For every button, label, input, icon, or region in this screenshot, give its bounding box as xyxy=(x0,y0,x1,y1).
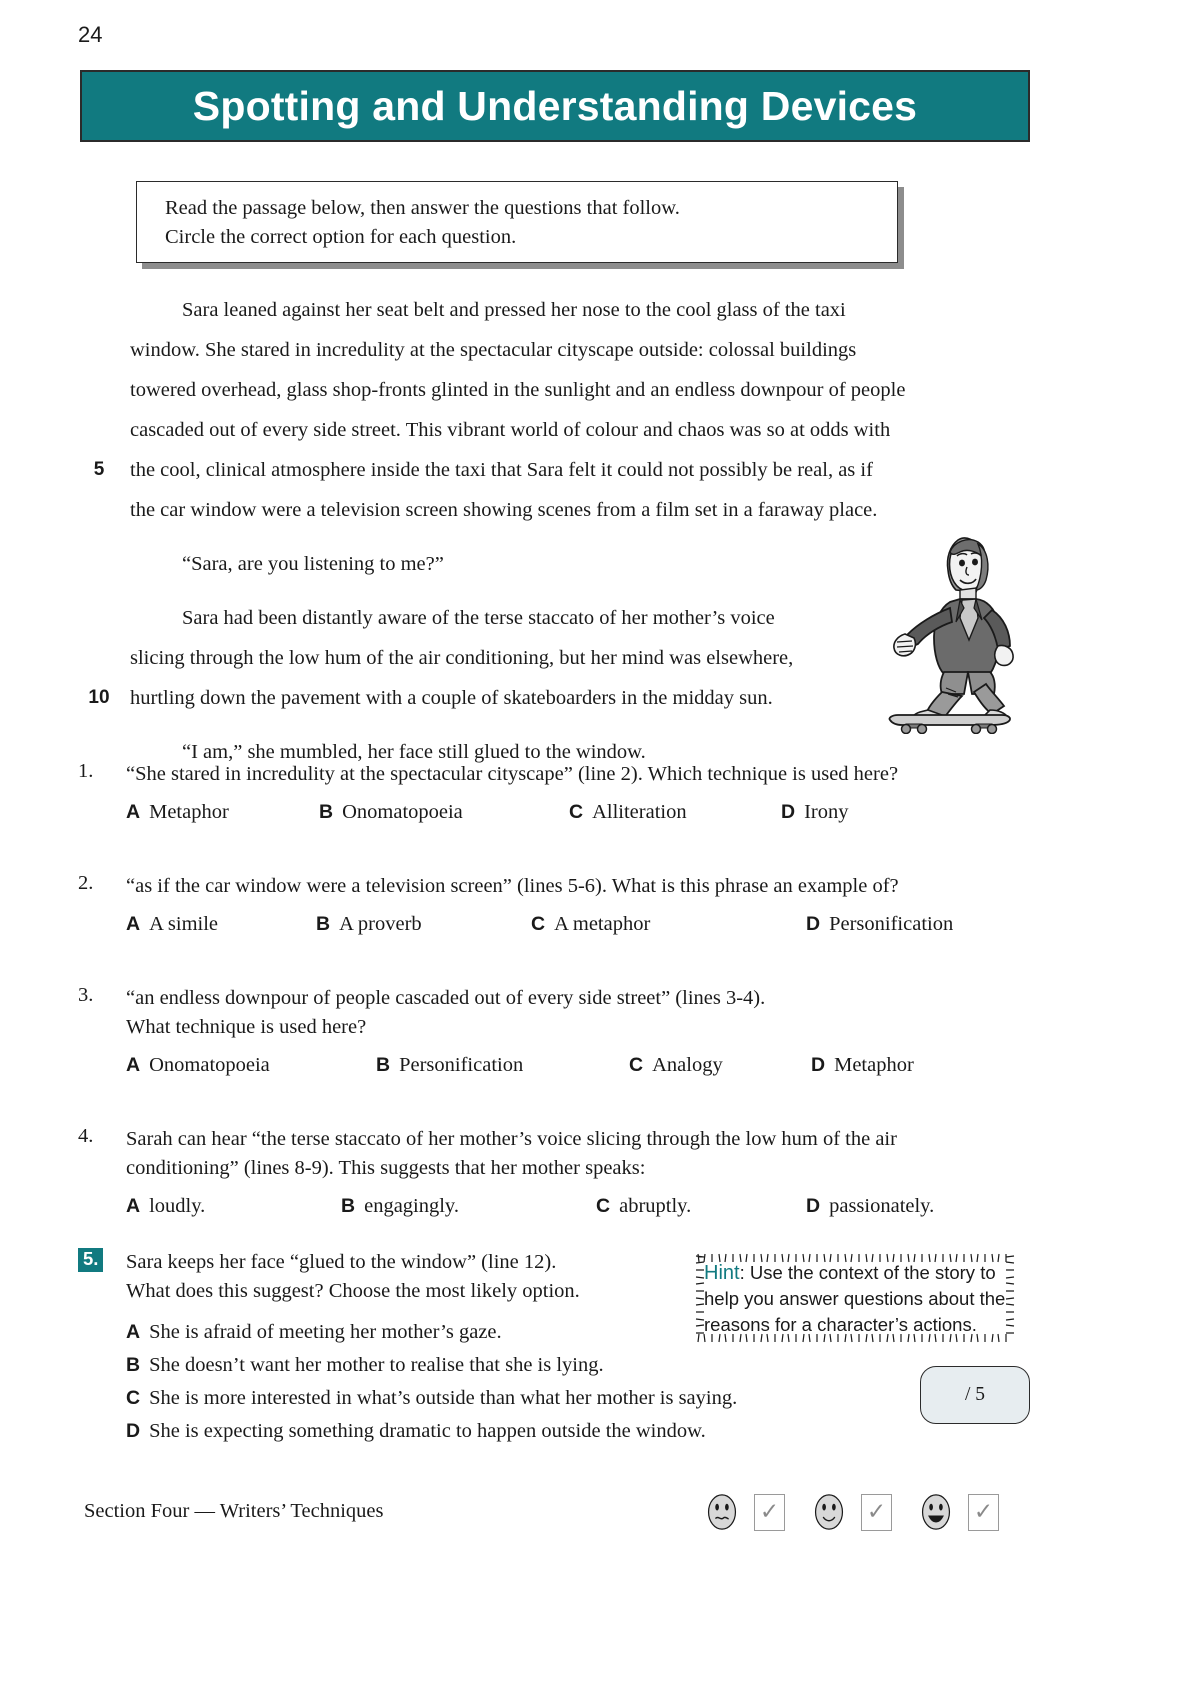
option-text: She is afraid of meeting her mother’s gaze. xyxy=(149,1321,502,1343)
option-letter: D xyxy=(806,913,821,935)
hint-label: Hint xyxy=(704,1262,740,1284)
option-text: Onomatopoeia xyxy=(149,1054,270,1076)
option-letter: A xyxy=(126,1054,141,1076)
score-value: / 5 xyxy=(964,1384,986,1405)
passage-line-text: “Sara, are you listening to me?” xyxy=(182,553,444,575)
option-letter: D xyxy=(126,1420,141,1442)
question-stem-line: “as if the car window were a television screen” (lines 5-6). What is this phrase an example of? xyxy=(126,875,899,897)
option-letter: A xyxy=(126,801,141,823)
option-text: Irony xyxy=(804,801,849,823)
passage-line-number: 10 xyxy=(88,687,110,708)
question-number-badge: 5. xyxy=(78,1248,103,1272)
score-box[interactable] xyxy=(920,1366,1030,1424)
question-stem xyxy=(126,872,1078,901)
question-number: 3. xyxy=(78,984,94,1006)
page-title: Spotting and Understanding Devices xyxy=(192,82,918,129)
question-stem-line: “an endless downpour of people cascaded out of every side street” (lines 3-4). xyxy=(126,987,766,1009)
option-text: She doesn’t want her mother to realise that she is lying. xyxy=(149,1354,604,1376)
question-2 xyxy=(78,872,1078,936)
option-text: Personification xyxy=(829,913,954,935)
question-stem xyxy=(126,984,1078,1042)
question-options xyxy=(126,1195,1078,1218)
question-stem-line: What technique is used here? xyxy=(126,1016,367,1038)
option-d[interactable] xyxy=(806,913,953,936)
passage-line-text: slicing through the low hum of the air conditioning, but her mind was elsewhere, xyxy=(130,647,794,669)
option-a[interactable] xyxy=(126,913,316,936)
option-b[interactable] xyxy=(376,1054,629,1077)
option-text: loudly. xyxy=(149,1195,206,1217)
footer-section-label: Section Four — Writers’ Techniques xyxy=(84,1500,384,1522)
question-options xyxy=(126,801,1078,824)
passage-line-text: “I am,” she mumbled, her face still glued to the window. xyxy=(182,741,646,763)
option-letter: C xyxy=(531,913,546,935)
question-1 xyxy=(78,760,1078,824)
option-letter: B xyxy=(319,801,334,823)
hint-text: : Use the context of the story to help you answer questions about the reasons for a character’s actions. xyxy=(704,1262,1006,1335)
option-letter: D xyxy=(811,1054,826,1076)
face-tick-group xyxy=(914,1487,999,1537)
question-4 xyxy=(78,1125,1078,1218)
option-text: Alliteration xyxy=(592,801,687,823)
skateboarder-illustration xyxy=(872,522,1042,734)
option-a[interactable] xyxy=(126,1195,341,1218)
passage-line-text: the cool, clinical atmosphere inside the taxi that Sara felt it could not possibly be real, as if xyxy=(130,459,873,481)
option-d[interactable] xyxy=(811,1054,914,1077)
option-c[interactable] xyxy=(569,801,781,824)
option-letter: D xyxy=(806,1195,821,1217)
option-text: Metaphor xyxy=(149,801,229,823)
option-text: Analogy xyxy=(652,1054,723,1076)
option-text: abruptly. xyxy=(619,1195,692,1217)
instruction-line-2: Circle the correct option for each question. xyxy=(165,226,517,248)
instruction-line-1: Read the passage below, then answer the questions that follow. xyxy=(165,197,680,219)
option-letter: B xyxy=(341,1195,356,1217)
question-options xyxy=(126,913,1078,936)
option-text: Personification xyxy=(399,1054,524,1076)
passage-line-number: 5 xyxy=(93,459,105,480)
option-d[interactable] xyxy=(806,1195,934,1218)
questions-list xyxy=(78,760,1078,1470)
page-number: 24 xyxy=(78,22,103,47)
option-letter: B xyxy=(376,1054,391,1076)
hint-text-wrap xyxy=(704,1260,1006,1338)
page-title-banner xyxy=(80,70,1030,142)
question-stem-line: Sarah can hear “the terse staccato of her mother’s voice slicing through the low hum of the air xyxy=(126,1128,897,1150)
passage-line-text: window. She stared in incredulity at the spectacular cityscape outside: colossal buildings xyxy=(130,339,857,361)
passage-line xyxy=(78,370,1038,410)
question-stem-line: conditioning” (lines 8-9). This suggests that her mother speaks: xyxy=(126,1157,646,1179)
option-letter: A xyxy=(126,913,141,935)
option-text: A proverb xyxy=(339,913,422,935)
option-text: A metaphor xyxy=(554,913,651,935)
option-c[interactable] xyxy=(629,1054,811,1077)
option-text: passionately. xyxy=(829,1195,935,1217)
title-banner-fill xyxy=(80,70,1030,142)
question-number: 2. xyxy=(78,872,94,894)
passage-line xyxy=(78,450,1038,490)
question-stem-line: “She stared in incredulity at the spectacular cityscape” (line 2). Which technique is used here? xyxy=(126,763,899,785)
option-text: Metaphor xyxy=(834,1054,914,1076)
neutral-face-icon[interactable] xyxy=(700,1487,744,1537)
question-stem xyxy=(126,760,1078,789)
hint-box xyxy=(690,1248,1020,1348)
passage-line-text: the car window were a television screen showing scenes from a film set in a faraway place. xyxy=(130,499,878,521)
option-d[interactable] xyxy=(781,801,849,824)
option-letter: D xyxy=(781,801,796,823)
slight-smile-face-icon[interactable] xyxy=(807,1487,851,1537)
option-text: engagingly. xyxy=(364,1195,459,1217)
option-letter: C xyxy=(126,1387,141,1409)
option-letter: B xyxy=(126,1354,141,1376)
option-text: Onomatopoeia xyxy=(342,801,463,823)
option-letter: A xyxy=(126,1195,141,1217)
option-letter: C xyxy=(596,1195,611,1217)
option-b[interactable] xyxy=(319,801,569,824)
face-tick-group xyxy=(807,1487,892,1537)
question-3 xyxy=(78,984,1078,1077)
question-number: 4. xyxy=(78,1125,94,1147)
passage-line xyxy=(78,330,1038,370)
self-assessment-faces xyxy=(700,1487,1021,1537)
option-b[interactable] xyxy=(341,1195,596,1218)
option-c[interactable] xyxy=(596,1195,806,1218)
option-text: She is more interested in what’s outside than what her mother is saying. xyxy=(149,1387,738,1409)
option-text: She is expecting something dramatic to happen outside the window. xyxy=(149,1420,706,1442)
passage-line xyxy=(78,410,1038,450)
option-a[interactable] xyxy=(126,1054,376,1077)
option-b[interactable] xyxy=(316,913,531,936)
question-options xyxy=(126,1054,1078,1077)
question-number xyxy=(78,1248,118,1272)
happy-face-icon[interactable] xyxy=(914,1487,958,1537)
option-letter: A xyxy=(126,1321,141,1343)
question-stem-line: Sara keeps her face “glued to the window” (line 12). xyxy=(126,1251,557,1273)
question-stem-line: What does this suggest? Choose the most likely option. xyxy=(126,1280,580,1302)
option-letter: C xyxy=(569,801,584,823)
passage-line-text: towered overhead, glass shop-fronts glinted in the sunlight and an endless downpour of people xyxy=(130,379,906,401)
question-stem xyxy=(126,1125,1078,1183)
passage-line-text: hurtling down the pavement with a couple of skateboarders in the midday sun. xyxy=(130,687,773,709)
option-letter: C xyxy=(629,1054,644,1076)
self-assessment-checkbox[interactable]: ✓ xyxy=(968,1494,999,1531)
option-letter: B xyxy=(316,913,331,935)
option-c[interactable] xyxy=(531,913,806,936)
passage-line-text: cascaded out of every side street. This vibrant world of colour and chaos was so at odds with xyxy=(130,419,891,441)
passage-line xyxy=(78,290,1038,330)
instruction-box xyxy=(136,181,898,263)
passage-line-text: Sara had been distantly aware of the terse staccato of her mother’s voice xyxy=(182,607,775,629)
question-number: 1. xyxy=(78,760,94,782)
self-assessment-checkbox[interactable]: ✓ xyxy=(754,1494,785,1531)
self-assessment-checkbox[interactable]: ✓ xyxy=(861,1494,892,1531)
face-tick-group xyxy=(700,1487,785,1537)
option-a[interactable] xyxy=(126,801,319,824)
option-text: A simile xyxy=(149,913,219,935)
passage-line-text: Sara leaned against her seat belt and pressed her nose to the cool glass of the taxi xyxy=(182,299,846,321)
